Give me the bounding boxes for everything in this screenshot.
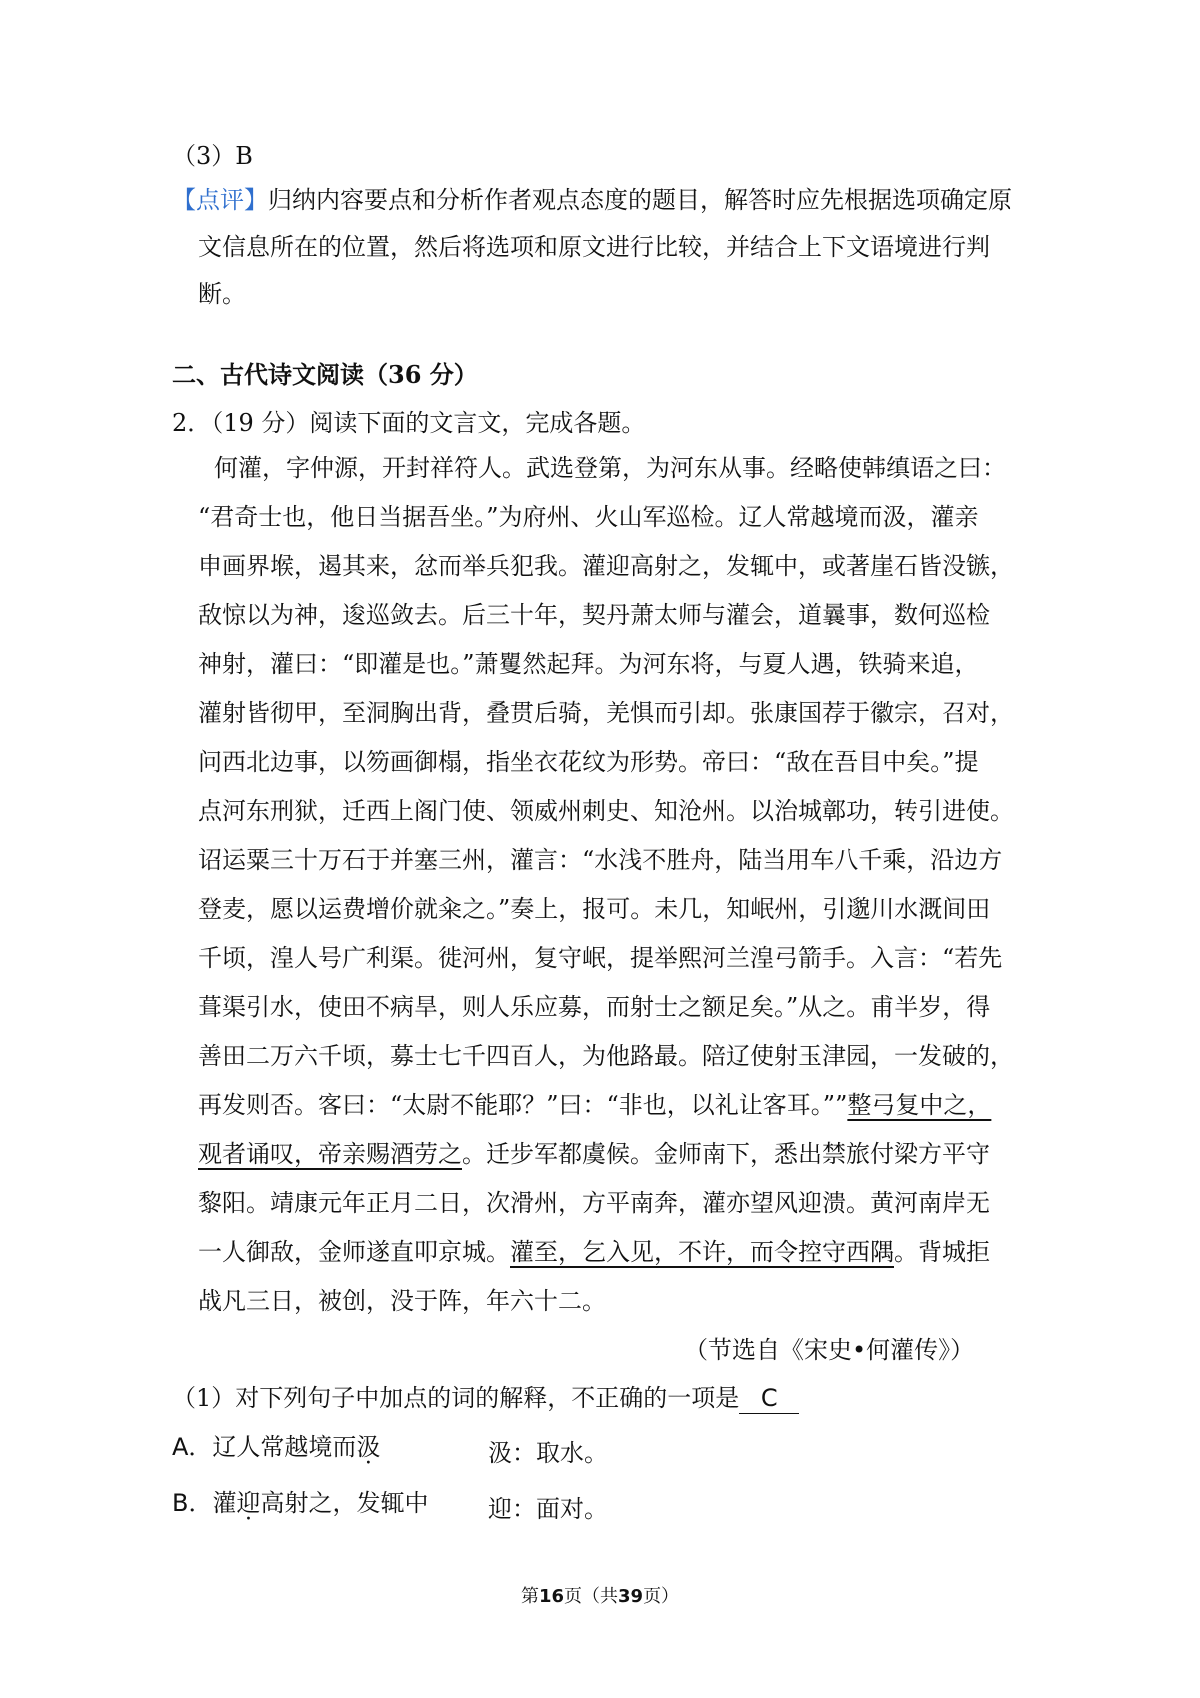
source-citation: （节选自《宋史•何灌传》） <box>684 1336 975 1364</box>
passage-line <box>198 1090 991 1120</box>
passage-text: 一人御敌，金师遂直叩京城。 <box>198 1238 510 1266</box>
comment-tag: 【点评】 <box>172 186 268 214</box>
underlined-sentence: 灌至，乞入见，不许，而令控守西隅 <box>510 1238 894 1266</box>
passage-line: 葺渠引水，使田不病旱，则人乐应募，而射士之额足矣。”从之。甫半岁，得 <box>198 993 991 1021</box>
passage-line: 申画界堠，遏其来，忿而举兵犯我。灌迎高射之，发辄中，或著崖石皆没镞， <box>198 552 1014 580</box>
passage-line: 诏运粟三十万石于并塞三州，灌言：“水浅不胜舟，陆当用车八千乘，沿边方 <box>198 846 1003 874</box>
passage-line: 问西北边事，以笏画御榻，指坐衣花纹为形势。帝曰：“敌在吾目中矣。”提 <box>198 748 979 776</box>
option-text: 高射之，发辄中 <box>260 1489 429 1517</box>
passage-line: “君奇士也，他日当据吾坐。”为府州、火山军巡检。辽人常越境而汲，灌亲 <box>198 503 979 531</box>
passage-line: 敌惊以为神，逡巡敛去。后三十年，契丹萧太师与灌会，道曩事，数何巡检 <box>198 601 990 629</box>
footer-text: 页（共 <box>564 1586 618 1607</box>
passage-text: 。背城拒 <box>894 1238 990 1266</box>
passage-line: 点河东刑狱，迁西上阁门使、领威州刺史、知沧州。以治城鄣功，转引进使。 <box>198 797 1014 825</box>
dotted-word: 汲 <box>356 1433 381 1461</box>
option-a <box>172 1432 380 1462</box>
passage-line: 何灌，字仲源，开封祥符人。武选登第，为河东从事。经略使韩缜语之曰： <box>214 454 1006 482</box>
underlined-sentence: 整弓复中之， <box>847 1091 992 1119</box>
passage-text: 再发则否。客曰：“太尉不能耶？”曰：“非也，以礼让客耳。”” <box>198 1091 848 1119</box>
section-title: 二、古代诗文阅读（36 分） <box>172 360 478 389</box>
page-total: 39 <box>618 1586 644 1607</box>
option-text: 灌 <box>212 1489 237 1517</box>
option-text: 辽人常越境而 <box>212 1433 357 1461</box>
page-footer <box>0 1582 1200 1608</box>
option-a-gloss: 汲：取水。 <box>488 1439 608 1467</box>
passage-line <box>198 1237 990 1267</box>
footer-text: 页） <box>643 1586 680 1607</box>
passage-line: 战凡三日，被创，没于阵，年六十二。 <box>198 1287 606 1315</box>
passage-line: 千顷，湟人号广利渠。徙河州，复守岷，提举熙河兰湟弓箭手。入言：“若先 <box>198 944 1003 972</box>
prev-answer: （3）B <box>172 142 253 170</box>
question-stem: 2．（19 分）阅读下面的文言文，完成各题。 <box>172 409 646 437</box>
comment-line-3: 断。 <box>198 280 246 308</box>
sub-question-stem: （1）对下列句子中加点的词的解释，不正确的一项是 <box>172 1384 740 1412</box>
passage-line: 神射，灌曰：“即灌是也。”萧矍然起拜。为河东将，与夏人遇，铁骑来追， <box>198 650 979 678</box>
option-b-gloss: 迎：面对。 <box>488 1495 608 1523</box>
passage-line: 灌射皆彻甲，至洞胸出背，叠贯后骑，羌惧而引却。张康国荐于徽宗，召对， <box>198 699 1014 727</box>
passage-text: 。迁步军都虞候。金师南下，悉出禁旅付梁方平守 <box>462 1140 990 1168</box>
passage-line: 黎阳。靖康元年正月二日，次滑州，方平南奔，灌亦望风迎溃。黄河南岸无 <box>198 1189 990 1217</box>
option-label: A． <box>172 1433 213 1461</box>
underlined-sentence: 观者诵叹，帝亲赐酒劳之 <box>198 1140 462 1168</box>
comment-line-1 <box>172 185 1012 215</box>
footer-text: 第 <box>520 1586 539 1607</box>
page-number: 16 <box>538 1586 564 1607</box>
comment-line-2: 文信息所在的位置，然后将选项和原文进行比较，并结合上下文语境进行判 <box>198 233 990 261</box>
passage-line: 登麦，愿以运费增价就籴之。”奏上，报可。未几，知岷州，引邈川水溉间田 <box>198 895 991 923</box>
answer-blank: C <box>739 1383 799 1414</box>
passage-line <box>198 1139 990 1169</box>
option-label: B． <box>172 1489 213 1517</box>
option-b <box>172 1488 428 1518</box>
sub-question-1 <box>172 1383 799 1414</box>
comment-text-1: 归纳内容要点和分析作者观点态度的题目，解答时应先根据选项确定原 <box>268 186 1012 214</box>
passage-line: 善田二万六千顷，募士七千四百人，为他路最。陪辽使射玉津园，一发破的， <box>198 1042 1014 1070</box>
dotted-word: 迎 <box>236 1489 261 1517</box>
